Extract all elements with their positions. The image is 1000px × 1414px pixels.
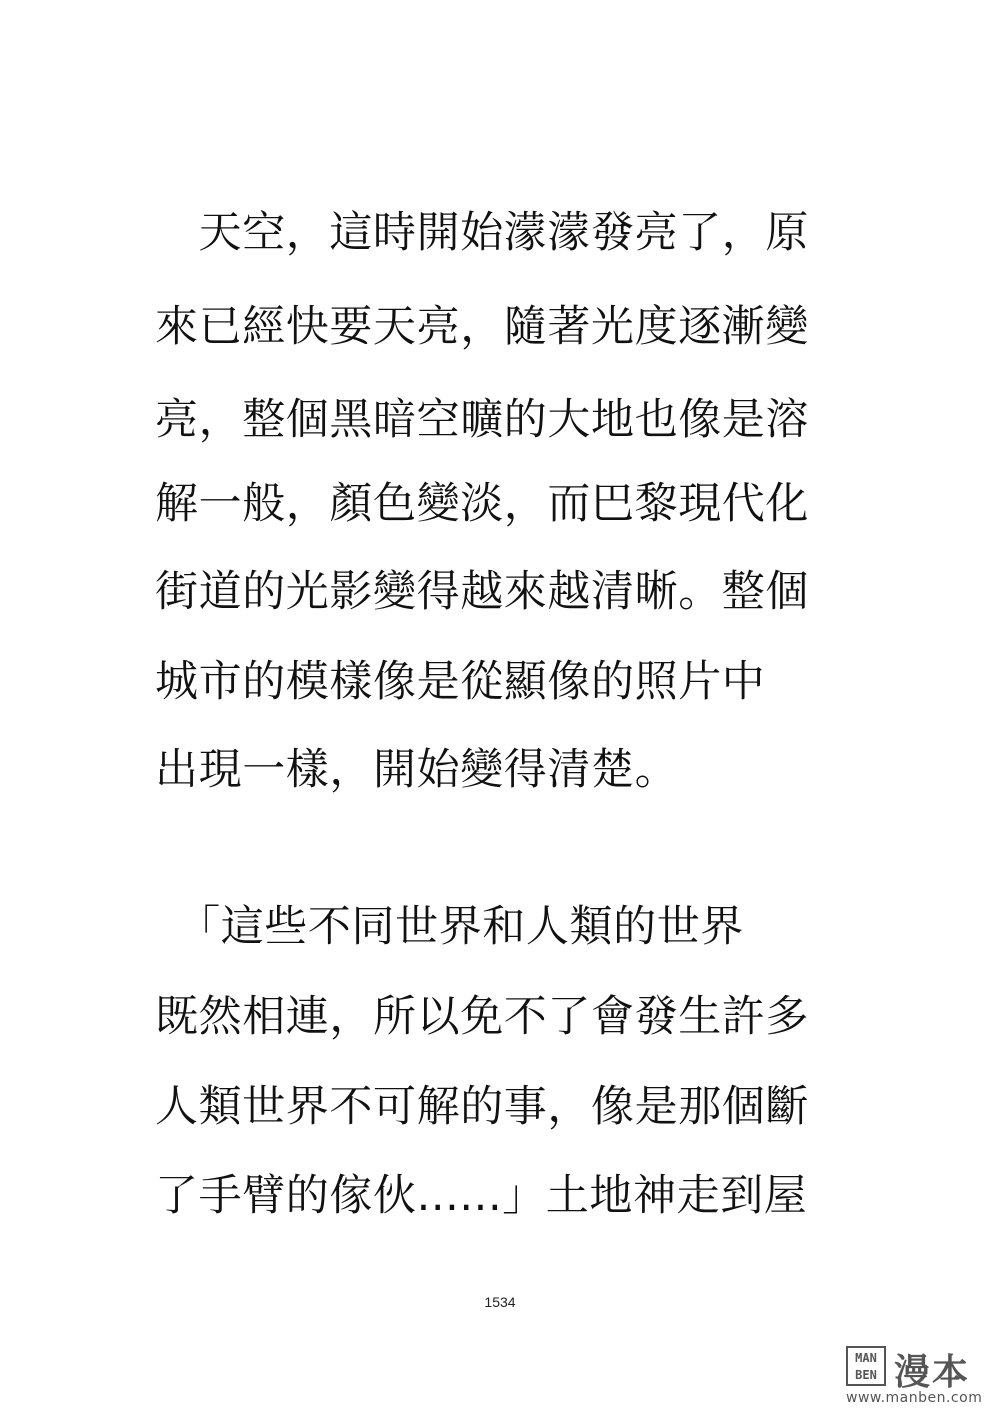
text-line: 來已經快要天亮，隨著光度逐漸變 — [155, 302, 809, 352]
page-number: 1534 — [484, 1294, 516, 1310]
text-line: 城市的模樣像是從顯像的照片中 — [155, 657, 766, 707]
text-line: 街道的光影變得越來越清晰。整個 — [155, 567, 809, 617]
site-watermark — [846, 1346, 988, 1406]
watermark-logo-bottom: BEN — [855, 1368, 877, 1382]
text-line: 亮，整個黑暗空曠的大地也像是溶 — [155, 395, 809, 445]
text-line: 人類世界不可解的事，像是那個斷 — [155, 1082, 809, 1132]
text-line: 既然相連，所以免不了會發生許多 — [155, 992, 809, 1042]
text-line: 解一般，顏色變淡，而巴黎現代化 — [155, 479, 809, 529]
text-line: 出現一樣，開始變得清楚。 — [155, 745, 679, 795]
watermark-logo — [846, 1346, 886, 1386]
watermark-logo-top: MAN — [855, 1351, 877, 1365]
watermark-name: 漫本 — [894, 1352, 971, 1393]
text-line: 了手臂的傢伙......」土地神走到屋 — [155, 1171, 808, 1221]
text-line: 天空，這時開始濛濛發亮了，原 — [155, 208, 809, 258]
watermark-url: www.manben.com — [846, 1390, 983, 1406]
text-line: 「這些不同世界和人類的世界 — [155, 902, 744, 952]
